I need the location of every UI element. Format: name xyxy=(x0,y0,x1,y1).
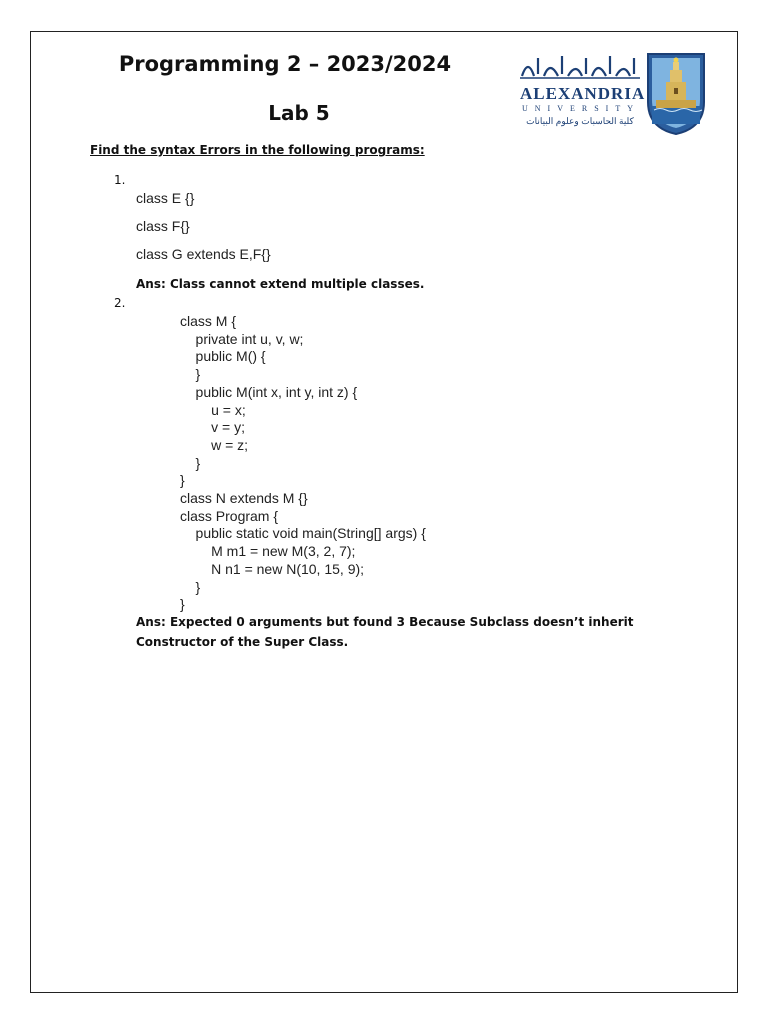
question-number: 1. xyxy=(114,173,126,187)
code-line: public M() { xyxy=(180,348,266,365)
lab-title: Lab 5 xyxy=(268,101,330,125)
code-line: class G extends E,F{} xyxy=(136,246,271,262)
code-line: class M { xyxy=(180,313,237,329)
code-line: } xyxy=(180,578,201,595)
code-line: } xyxy=(180,366,201,383)
code-line: class Program { xyxy=(180,507,279,524)
university-logo xyxy=(518,50,708,140)
code-line: public M(int x, int y, int z) { xyxy=(180,383,358,400)
arabic-title-calligraphy xyxy=(518,50,642,84)
logo-english-title: ALEXANDRIA xyxy=(520,84,646,103)
question-number: 2. xyxy=(114,296,126,310)
answer-text: Ans: Expected 0 arguments but found 3 Because Subclass doesn’t inherit Constructor of the Super Class. xyxy=(136,615,634,649)
code-line: N n1 = new N(10, 15, 9); xyxy=(180,560,365,577)
code-line: class F{} xyxy=(136,218,190,234)
code-line: } xyxy=(180,454,201,471)
code-line: u = x; xyxy=(180,401,246,418)
code-line: class N extends M {} xyxy=(180,490,308,507)
page-title: Programming 2 – 2023/2024 xyxy=(118,52,452,76)
code-line: class E {} xyxy=(136,190,195,206)
code-line: private int u, v, w; xyxy=(180,330,304,347)
logo-english-subtitle: UNIVERSITY xyxy=(522,104,640,113)
code-line: } xyxy=(180,596,185,613)
answer-text: Ans: Class cannot extend multiple classes. xyxy=(136,277,425,291)
logo-arabic-subtitle: كلية الحاسبات وعلوم البيانات xyxy=(526,116,634,126)
code-line: v = y; xyxy=(180,419,245,436)
instruction-heading: Find the syntax Errors in the following programs: xyxy=(90,143,425,157)
code-block xyxy=(180,313,426,614)
code-line: } xyxy=(180,472,185,489)
code-line: public static void main(String[] args) { xyxy=(180,525,426,542)
code-line: M m1 = new M(3, 2, 7); xyxy=(180,543,356,560)
lighthouse-emblem-icon xyxy=(646,52,706,136)
code-line: w = z; xyxy=(180,436,249,453)
